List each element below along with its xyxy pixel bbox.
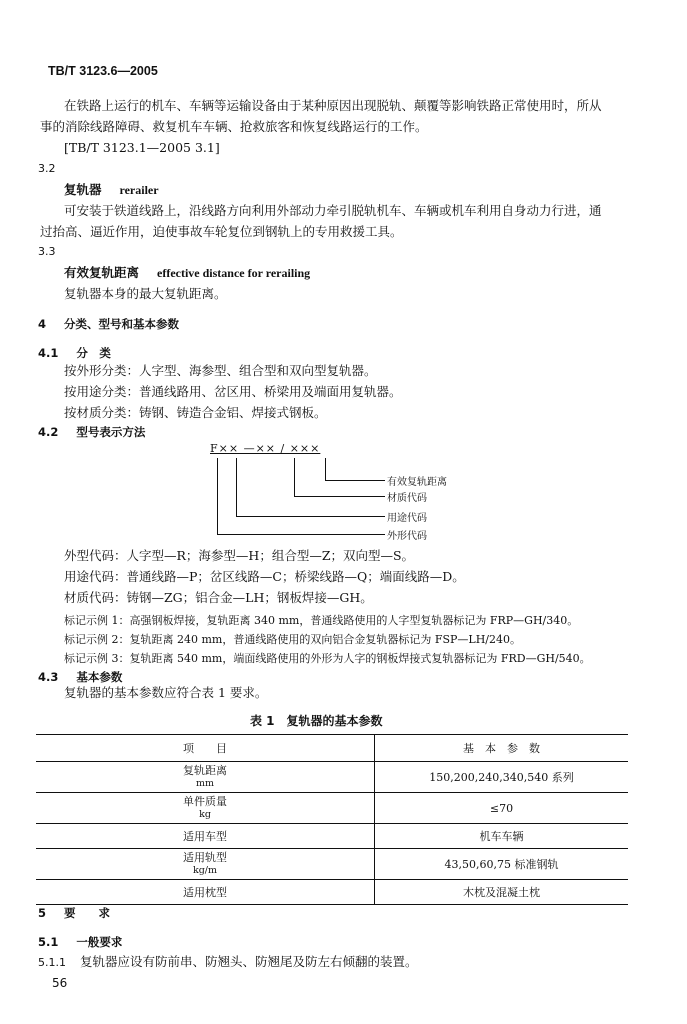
intro-line-2: 事的消除线路障碍、救复机车车辆、抢救旅客和恢复线路运行的工作。 — [40, 119, 428, 134]
section-number: 4.2 — [38, 425, 59, 439]
label-shape-code: 外形代码 — [387, 531, 427, 542]
section-4-2-heading — [38, 424, 145, 440]
row-item: 适用轨型 kg/m — [36, 849, 375, 880]
section-number: 4.3 — [38, 670, 59, 684]
section-title: 型号表示方法 — [76, 425, 146, 439]
stem-shape-code — [217, 458, 218, 534]
table-row — [36, 880, 628, 905]
leader-distance — [325, 480, 385, 481]
definition-3-2-line-1: 可安装于铁道线路上，沿线路方向利用外部动力牵引脱轨机车、车辆或机车利用自身动力行进，通 — [64, 203, 602, 218]
table-row — [36, 762, 628, 793]
basic-parameters-table — [36, 734, 628, 905]
section-5-1-heading — [38, 934, 122, 950]
row-item: 适用车型 — [36, 824, 375, 849]
row-item: 单件质量 kg — [36, 793, 375, 824]
section-title: 要 求 — [64, 906, 111, 920]
classification-material: 按材质分类：铸钢、铸造合金铝、焊接式钢板。 — [64, 405, 327, 420]
section-5-heading — [38, 905, 110, 921]
page-number: 56 — [52, 976, 68, 990]
intro-reference: [TB/T 3123.1—2005 3.1] — [64, 140, 220, 155]
basic-params-intro: 复轨器的基本参数应符合表 1 要求。 — [64, 685, 268, 700]
row-value: 机车车辆 — [375, 824, 629, 849]
definition-3-3-line-1: 复轨器本身的最大复轨距离。 — [64, 286, 227, 301]
row-value: 150,200,240,340,540 系列 — [375, 762, 629, 793]
clause-text: 复轨器应设有防前串、防翘头、防翘尾及防左右倾翻的装置。 — [79, 954, 418, 969]
clause-number: 5.1.1 — [38, 956, 66, 969]
term-cn: 复轨器 — [64, 182, 102, 197]
section-5-1-1 — [38, 952, 418, 973]
row-value: ≤70 — [375, 793, 629, 824]
section-number: 5 — [38, 906, 47, 920]
label-use-code: 用途代码 — [387, 513, 427, 524]
marking-example-2: 标记示例 2：复轨距离 240 mm，普通线路使用的双向铝合金复轨器标记为 FSP—LH/240。 — [64, 633, 522, 646]
label-effective-distance: 有效复轨距离 — [387, 477, 447, 488]
row-value: 43,50,60,75 标准钢轨 — [375, 849, 629, 880]
label-material-code: 材质代码 — [387, 493, 427, 504]
table-header-row — [36, 735, 628, 762]
model-code: F×× —×× / ××× — [210, 442, 321, 455]
term-en: rerailer — [119, 183, 159, 197]
row-item: 复轨距离 mm — [36, 762, 375, 793]
leader-material — [294, 496, 385, 497]
header-item: 项 目 — [36, 735, 375, 762]
term-effective-distance — [64, 263, 310, 283]
marking-example-1: 标记示例 1：高强钢板焊接，复轨距离 340 mm，普通线路使用的人字型复轨器标记为 FRP—GH/340。 — [64, 614, 579, 627]
term-cn: 有效复轨距离 — [64, 265, 140, 280]
material-code-list: 材质代码：铸钢—ZG；铝合金—LH；钢板焊接—GH。 — [64, 590, 373, 605]
table-row — [36, 824, 628, 849]
marking-example-3: 标记示例 3：复轨距离 540 mm，端面线路使用的外形为人字的钢板焊接式复轨器标记为 FRD—GH/540。 — [64, 652, 591, 665]
section-title: 分类、型号和基本参数 — [64, 317, 180, 331]
term-en: effective distance for rerailing — [157, 266, 311, 280]
stem-distance-code — [325, 458, 326, 480]
section-3-3-number: 3.3 — [38, 245, 56, 258]
section-title: 一般要求 — [76, 935, 123, 949]
definition-3-2-line-2: 过抬高、逼近作用，迫使事故车轮复位到钢轨上的专用救援工具。 — [40, 224, 403, 239]
section-number: 4 — [38, 317, 47, 331]
row-value: 木枕及混凝土枕 — [375, 880, 629, 905]
table-row — [36, 793, 628, 824]
stem-material-code — [294, 458, 295, 496]
section-4-1-heading — [38, 345, 111, 361]
table-row — [36, 849, 628, 880]
shape-code-list: 外型代码：人字型—R；海参型—H；组合型—Z；双向型—S。 — [64, 548, 415, 563]
section-4-heading — [38, 316, 179, 332]
leader-use — [236, 516, 385, 517]
leader-shape — [217, 534, 385, 535]
intro-line-1: 在铁路上运行的机车、车辆等运输设备由于某种原因出现脱轨、颠覆等影响铁路正常使用时，所从 — [64, 98, 602, 113]
stem-use-code — [236, 458, 237, 516]
section-number: 4.1 — [38, 346, 59, 360]
section-number: 5.1 — [38, 935, 59, 949]
classification-shape: 按外形分类：人字型、海参型、组合型和双向型复轨器。 — [64, 363, 377, 378]
table-caption: 表 1 复轨器的基本参数 — [250, 714, 383, 728]
section-title: 分 类 — [76, 346, 111, 360]
header-param: 基 本 参 数 — [375, 735, 629, 762]
section-3-2-number: 3.2 — [38, 162, 56, 175]
header-code: TB/T 3123.6—2005 — [48, 64, 158, 78]
section-title: 基本参数 — [76, 670, 123, 684]
term-rerailer — [64, 180, 159, 200]
row-item: 适用枕型 — [36, 880, 375, 905]
classification-use: 按用途分类：普通线路用、岔区用、桥梁用及端面用复轨器。 — [64, 384, 402, 399]
use-code-list: 用途代码：普通线路—P；岔区线路—C；桥梁线路—Q；端面线路—D。 — [64, 569, 465, 584]
